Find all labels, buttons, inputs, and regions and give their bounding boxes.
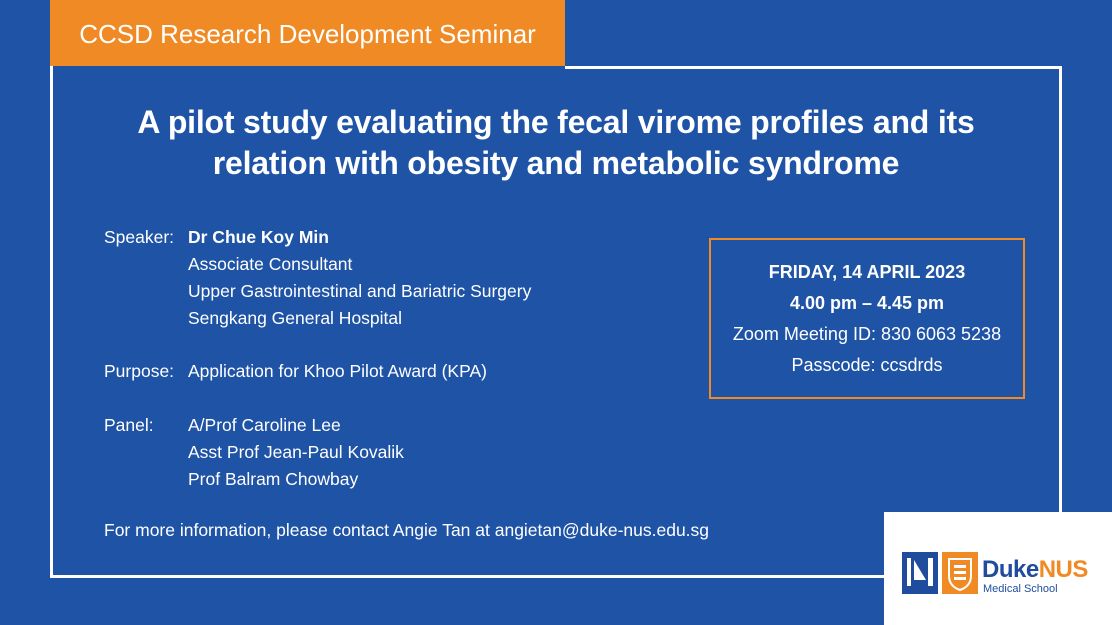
speaker-department: Upper Gastrointestinal and Bariatric Surgery [188,281,532,301]
logo-name-nus: NUS [1038,556,1088,583]
panel-member: Asst Prof Jean-Paul Kovalik [188,442,404,462]
purpose-value: Application for Khoo Pilot Award (KPA) [188,361,487,381]
title-line-2: relation with obesity and metabolic syndrome [212,145,900,181]
purpose-label: Purpose: [104,361,175,381]
nus-crest-icon [942,552,978,594]
speaker-role: Associate Consultant [188,254,353,274]
event-date: FRIDAY, 14 APRIL 2023 [768,261,966,282]
logo-name [982,558,1088,582]
title-line-1: A pilot study evaluating the fecal virome profiles and its [137,104,975,140]
panel-member: A/Prof Caroline Lee [188,415,341,435]
speaker-institution: Sengkang General Hospital [188,308,403,328]
seminar-banner: CCSD Research Development Seminar [50,0,565,66]
zoom-meeting-id: Zoom Meeting ID: 830 6063 5238 [732,323,1002,344]
panel-label: Panel: [104,415,154,435]
logo-name-duke: Duke [982,556,1039,583]
panel-member: Prof Balram Chowbay [188,469,359,489]
duke-shield-icon [902,552,938,594]
logo-subtitle: Medical School [983,583,1058,595]
speaker-label: Speaker: [104,227,175,247]
event-time: 4.00 pm – 4.45 pm [789,292,945,313]
seminar-title [60,102,1052,184]
contact-info: For more information, please contact Angie Tan at angietan@duke-nus.edu.sg [104,520,710,540]
duke-nus-logo [884,512,1112,625]
event-details-box [709,238,1025,399]
zoom-passcode: Passcode: ccsdrds [791,354,943,375]
speaker-name: Dr Chue Koy Min [188,227,329,247]
content-frame-top-border [565,66,1062,69]
